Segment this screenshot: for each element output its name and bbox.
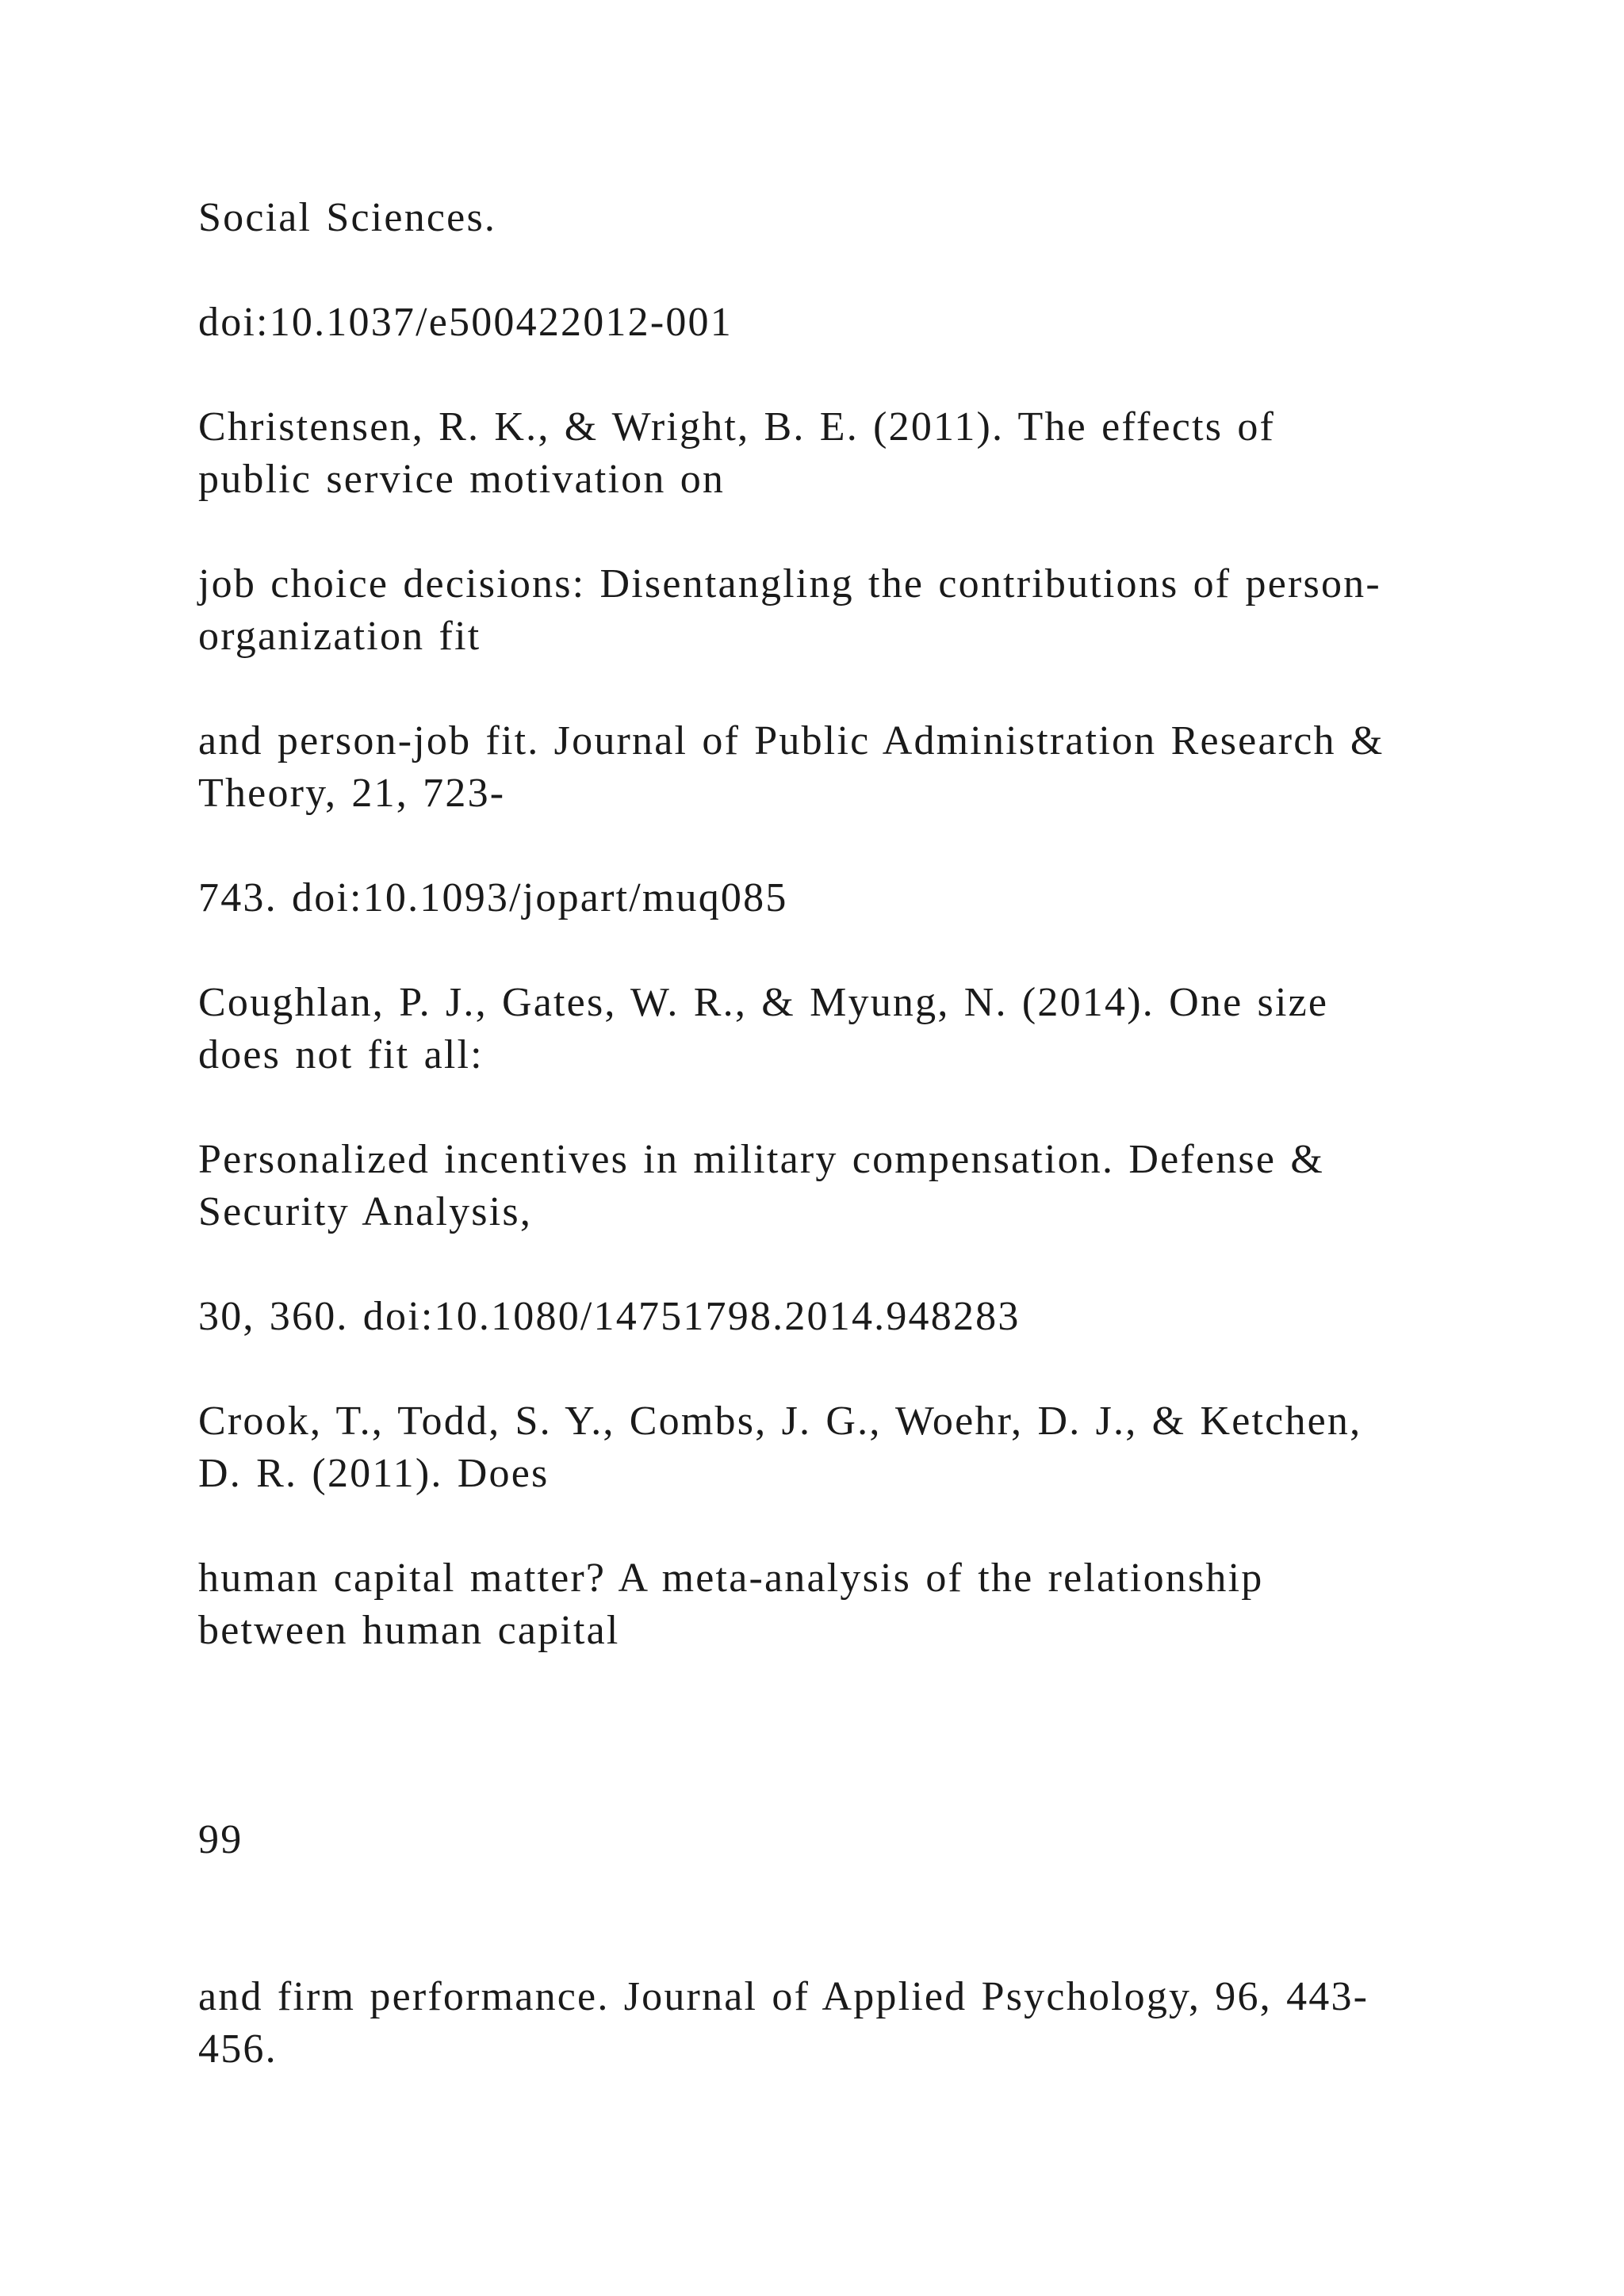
paragraph-doi-e500422012 bbox=[198, 297, 1467, 349]
reference-continuation-job-choice bbox=[198, 558, 1467, 663]
text-line: Coughlan, P. J., Gates, W. R., & Myung, N. (2014). One size bbox=[198, 980, 1329, 1025]
reference-continuation-doi-jopart bbox=[198, 872, 1467, 924]
text-line: Crook, T., Todd, S. Y., Combs, J. G., Woehr, D. J., & Ketchen, bbox=[198, 1399, 1362, 1444]
text-line: human capital matter? A meta-analysis of the relationship bbox=[198, 1556, 1264, 1601]
text-line: job choice decisions: Disentangling the contributions of person- bbox=[198, 561, 1381, 607]
reference-coughlan-gates-myung bbox=[198, 977, 1467, 1081]
text-line: between human capital bbox=[198, 1608, 620, 1653]
reference-continuation-person-job-fit bbox=[198, 715, 1467, 820]
reference-continuation-firm-performance bbox=[198, 1971, 1467, 2076]
reference-crook-todd-combs bbox=[198, 1395, 1467, 1500]
text-line: 456. bbox=[198, 2026, 278, 2072]
text-line: organization fit bbox=[198, 614, 481, 659]
text-line: does not fit all: bbox=[198, 1032, 484, 1077]
reference-continuation-human-capital bbox=[198, 1552, 1467, 1657]
text-line: 30, 360. doi:10.1080/14751798.2014.948283 bbox=[198, 1294, 1021, 1339]
reference-christensen-wright bbox=[198, 401, 1467, 506]
text-line: Personalized incentives in military compensation. Defense & bbox=[198, 1137, 1324, 1182]
text-line: 99 bbox=[198, 1817, 243, 1862]
text-line: and person-job fit. Journal of Public Administration Research & bbox=[198, 718, 1385, 763]
reference-continuation-personalized-incentives bbox=[198, 1134, 1467, 1238]
text-line: doi:10.1037/e500422012-001 bbox=[198, 300, 733, 345]
text-line: Social Sciences. bbox=[198, 195, 497, 240]
text-line: D. R. (2011). Does bbox=[198, 1451, 550, 1496]
text-line: Security Analysis, bbox=[198, 1189, 533, 1234]
text-line: public service motivation on bbox=[198, 457, 726, 502]
text-line: 743. doi:10.1093/jopart/muq085 bbox=[198, 875, 788, 920]
page-number bbox=[198, 1814, 1467, 1866]
text-line: and firm performance. Journal of Applied Psychology, 96, 443- bbox=[198, 1974, 1369, 2019]
reference-continuation-doi-14751798 bbox=[198, 1291, 1467, 1343]
text-line: Christensen, R. K., & Wright, B. E. (2011). The effects of bbox=[198, 404, 1276, 450]
paragraph-social-sciences bbox=[198, 192, 1467, 244]
text-line: Theory, 21, 723- bbox=[198, 771, 506, 816]
